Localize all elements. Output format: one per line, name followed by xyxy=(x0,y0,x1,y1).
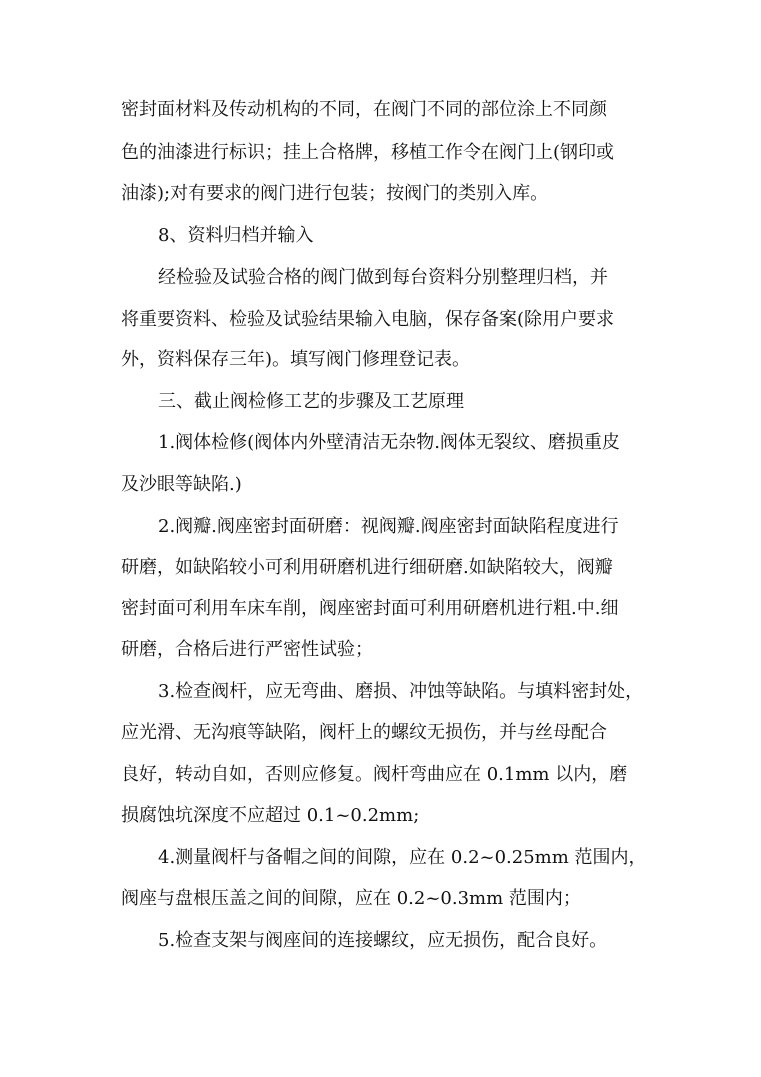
paragraph-line: 经检验及试验合格的阀门做到每台资料分别整理归档，并 xyxy=(158,267,608,288)
paragraph-line: 研磨，合格后进行严密性试验； xyxy=(121,639,373,660)
paragraph-line: 密封面可利用车床车削，阀座密封面可利用研磨机进行粗.中.细 xyxy=(121,598,619,619)
paragraph-line: 4.测量阀杆与备帽之间的间隙，应在 0.2~0.25mm 范围内， xyxy=(158,847,647,868)
section-heading: 8、资料归档并输入 xyxy=(158,225,314,246)
paragraph-line: 2.阀瓣.阀座密封面研磨：视阀瓣.阀座密封面缺陷程度进行 xyxy=(158,516,619,537)
paragraph-line: 损腐蚀坑深度不应超过 0.1~0.2mm; xyxy=(121,805,420,826)
paragraph-line: 外，资料保存三年)。填写阀门修理登记表。 xyxy=(121,349,471,370)
paragraph-line: 良好，转动自如，否则应修复。阀杆弯曲应在 0.1mm 以内，磨 xyxy=(121,764,628,785)
paragraph-line: 应光滑、无沟痕等缺陷，阀杆上的螺纹无损伤，并与丝母配合 xyxy=(121,722,607,743)
paragraph-line: 色的油漆进行标识；挂上合格牌，移植工作令在阀门上(钢印或 xyxy=(121,142,615,163)
section-heading: 三、截止阀检修工艺的步骤及工艺原理 xyxy=(158,391,464,412)
paragraph-line: 研磨，如缺陷较小可利用研磨机进行细研磨.如缺陷较大，阀瓣 xyxy=(121,557,613,578)
paragraph-line: 3.检查阀杆，应无弯曲、磨损、冲蚀等缺陷。与填料密封处， xyxy=(158,681,644,702)
paragraph-line: 及沙眼等缺陷.) xyxy=(121,474,242,495)
paragraph-line: 密封面材料及传动机构的不同，在阀门不同的部位涂上不同颜 xyxy=(121,99,607,120)
paragraph-line: 5.检查支架与阀座间的连接螺纹，应无损伤，配合良好。 xyxy=(158,930,608,951)
paragraph-line: 油漆);对有要求的阀门进行包装；按阀门的类别入库。 xyxy=(121,183,549,204)
paragraph-line: 阀座与盘根压盖之间的间隙，应在 0.2~0.3mm 范围内； xyxy=(121,888,581,909)
paragraph-line: 将重要资料、检验及试验结果输入电脑，保存备案(除用户要求 xyxy=(121,309,615,330)
paragraph-line: 1.阀体检修(阀体内外壁清洁无杂物.阀体无裂纹、磨损重皮 xyxy=(158,432,620,453)
